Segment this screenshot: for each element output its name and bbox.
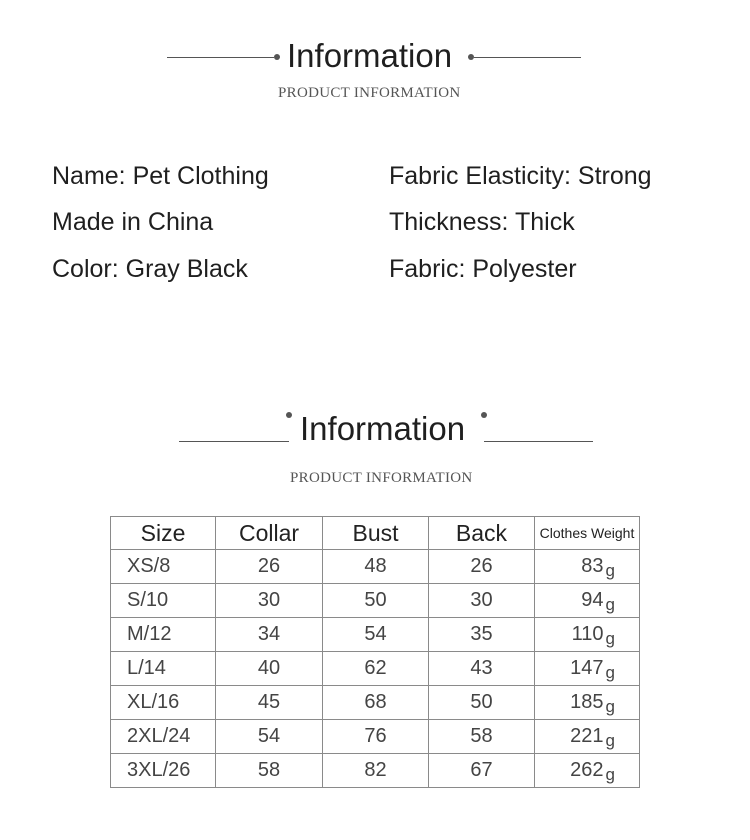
weight-value: 262 (570, 759, 604, 781)
spec-fabric: Fabric: Polyester (389, 255, 577, 283)
cell-size: 3XL/26 (111, 754, 216, 788)
header2-left-line (179, 441, 289, 442)
cell-bust: 54 (323, 618, 429, 652)
cell-back: 50 (429, 686, 535, 720)
cell-bust: 82 (323, 754, 429, 788)
cell-weight (535, 618, 640, 652)
cell-size: 2XL/24 (111, 720, 216, 754)
header2-right-dot (481, 412, 487, 418)
table-row (111, 584, 640, 618)
spec-elasticity: Fabric Elasticity: Strong (389, 162, 652, 190)
weight-unit: g (605, 561, 615, 580)
table-row (111, 550, 640, 584)
header2-right-line (484, 441, 593, 442)
cell-size: M/12 (111, 618, 216, 652)
cell-back: 30 (429, 584, 535, 618)
cell-collar: 34 (216, 618, 323, 652)
cell-collar: 26 (216, 550, 323, 584)
weight-value: 147 (570, 657, 604, 679)
cell-bust: 68 (323, 686, 429, 720)
table-row (111, 618, 640, 652)
spec-name: Name: Pet Clothing (52, 162, 269, 190)
cell-collar: 45 (216, 686, 323, 720)
header1-left-line (167, 57, 274, 58)
table-row (111, 720, 640, 754)
cell-size: S/10 (111, 584, 216, 618)
size-section-title: Information (300, 410, 466, 447)
cell-size: L/14 (111, 652, 216, 686)
weight-value: 185 (570, 691, 604, 713)
table-row (111, 652, 640, 686)
spec-thickness: Thickness: Thick (389, 208, 575, 236)
table-row (111, 686, 640, 720)
weight-unit: g (605, 731, 615, 750)
section-title: Information (287, 37, 453, 74)
header-bust: Bust (323, 517, 429, 550)
cell-weight (535, 720, 640, 754)
weight-value: 110 (571, 623, 604, 645)
cell-collar: 54 (216, 720, 323, 754)
cell-bust: 76 (323, 720, 429, 754)
cell-back: 67 (429, 754, 535, 788)
cell-size: XL/16 (111, 686, 216, 720)
spec-origin: Made in China (52, 208, 214, 236)
table-header-row (111, 517, 640, 550)
cell-weight (535, 550, 640, 584)
section-subtitle: PRODUCT INFORMATION (278, 85, 461, 101)
weight-value: 221 (570, 725, 604, 747)
cell-collar: 40 (216, 652, 323, 686)
cell-back: 26 (429, 550, 535, 584)
cell-weight (535, 686, 640, 720)
size-chart-table (110, 516, 640, 788)
cell-collar: 58 (216, 754, 323, 788)
cell-bust: 48 (323, 550, 429, 584)
weight-unit: g (605, 765, 615, 784)
header1-left-dot (274, 54, 280, 60)
cell-back: 58 (429, 720, 535, 754)
header2-left-dot (286, 412, 292, 418)
size-section-subtitle: PRODUCT INFORMATION (290, 470, 473, 486)
cell-weight (535, 584, 640, 618)
header-back: Back (429, 517, 535, 550)
cell-back: 35 (429, 618, 535, 652)
weight-value: 94 (581, 589, 604, 611)
cell-bust: 62 (323, 652, 429, 686)
spec-color: Color: Gray Black (52, 255, 248, 283)
cell-size: XS/8 (111, 550, 216, 584)
weight-value: 83 (581, 555, 604, 577)
header1-right-line (474, 57, 581, 58)
header-size: Size (111, 517, 216, 550)
weight-unit: g (605, 697, 615, 716)
cell-weight (535, 754, 640, 788)
header-weight: Clothes Weight (535, 517, 640, 550)
weight-unit: g (605, 595, 615, 614)
cell-bust: 50 (323, 584, 429, 618)
weight-unit: g (605, 663, 615, 682)
cell-collar: 30 (216, 584, 323, 618)
cell-back: 43 (429, 652, 535, 686)
cell-weight (535, 652, 640, 686)
weight-unit: g (605, 629, 615, 648)
table-row (111, 754, 640, 788)
header-collar: Collar (216, 517, 323, 550)
